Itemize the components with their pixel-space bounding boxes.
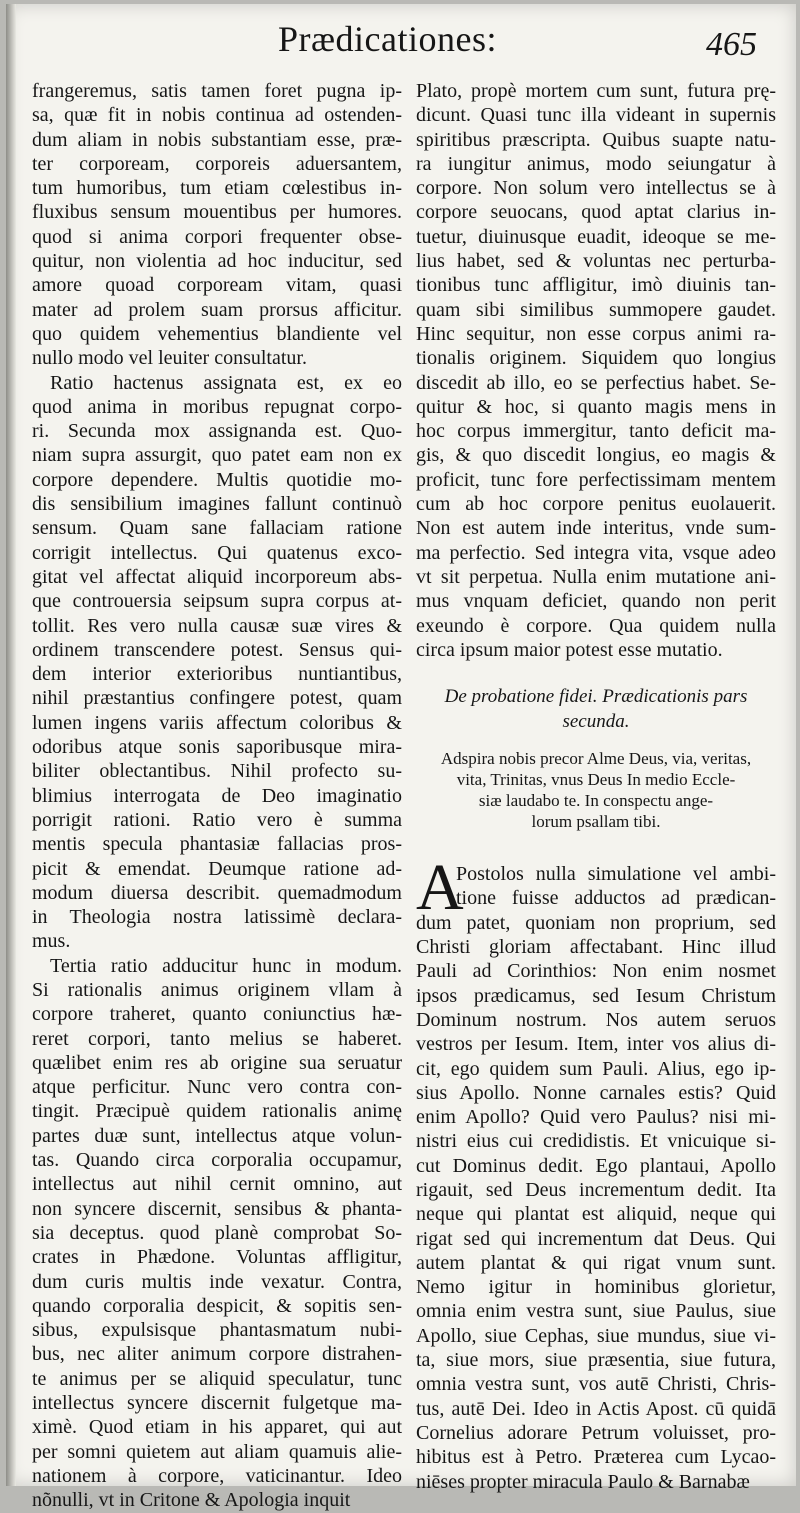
text-line: bus, nec aliter animum corpore distrahen-: [32, 1343, 402, 1366]
text-line: niam supra assurgit, quo patet eam non ex: [32, 444, 402, 467]
text-line: Cornelius adorare Petrum voluisset, pro-: [416, 1421, 776, 1444]
text-line: corpore. Non solum vero intellectus se à: [416, 177, 776, 200]
drop-cap-letter: A: [416, 851, 464, 925]
text-line: que controuersia seipsum supra corpus at-: [32, 590, 402, 613]
text-line: in Theologia nostra latissimè declara-: [32, 906, 402, 929]
text-line: biliter oblectantibus. Nihil profecto su-: [32, 760, 402, 783]
text-line: quitur & hoc, si quanto magis mens in: [416, 395, 776, 418]
text-line: Christi gloriam affectabant. Hinc illud: [416, 936, 776, 959]
text-line: per somni quietem aut aliam quamuis alie-: [32, 1440, 402, 1463]
text-line: mater ad prolem suam prorsus afficitur.: [32, 298, 402, 321]
text-line: ximè. Quod etiam in his apparet, qui aut: [32, 1416, 402, 1439]
text-line: ma perfectio. Sed integra vita, vsque adeo: [416, 541, 776, 564]
text-line: frangeremus, satis tamen foret pugna ip-: [32, 80, 402, 102]
text-line: Nemo igitur in hominibus glorietur,: [416, 1276, 776, 1299]
text-line: Si rationalis animus originem vllam à: [32, 978, 402, 1001]
text-line: ra iungitur animus, modo seiungatur à: [416, 152, 776, 175]
epigraph-line: lorum psallam tibi.: [531, 812, 661, 832]
text-line: Ratio hactenus assignata est, ex eo: [50, 371, 402, 394]
text-line: corpore seuocans, quod aptat clarius in-: [416, 201, 776, 224]
text-line: autem plantat & qui rigat vnum sunt.: [416, 1251, 776, 1274]
text-line: tus, autē Dei. Ideo in Actis Apost. cū quidā: [416, 1397, 776, 1420]
text-line: nullo modo vel leuiter consultatur.: [32, 347, 307, 370]
text-line: atque perficitur. Nunc vero contra con-: [32, 1076, 402, 1099]
epigraph: [424, 748, 768, 832]
text-line: corpore traheret, quanto coniunctius hæ-: [32, 1003, 402, 1026]
text-line: Pauli ad Corinthios: Non enim nosmet: [416, 960, 776, 983]
text-line: omnia vestra sunt, vos autē Christi, Chris-: [416, 1373, 776, 1396]
text-line: tuetur, diuinusque euadit, ideoque se me-: [416, 225, 776, 248]
text-line: dis sensibilium imagines fallunt continuò: [32, 493, 402, 516]
text-line: dem interior exterioribus nuntiantibus,: [32, 663, 402, 686]
text-line: Tertia ratio adducitur hunc in modum.: [50, 954, 402, 977]
text-line: non syncere discernit, sensibus & phanta-: [32, 1197, 402, 1220]
text-line: tione fuisse adductos ad prædican-: [456, 887, 776, 910]
page-number: 465: [706, 26, 757, 63]
text-line: ta, siue mors, siue præsentia, siue futura,: [416, 1349, 776, 1372]
text-line: tum humoribus, tum etiam cœlestibus in-: [32, 177, 402, 200]
text-line: amore quoad corpoream vitam, quasi: [32, 274, 402, 297]
text-line: modum diuersa describit. quemadmodum: [32, 881, 402, 904]
text-line: ordinem transcendere potest. Sensus qui-: [32, 638, 402, 661]
text-line: te animus per se aliquid speculatur, tunc: [32, 1367, 402, 1390]
text-line: ri. Secunda mox assignanda est. Quo-: [32, 420, 402, 443]
text-line: corpore dependere. Multis quotidie mo-: [32, 468, 402, 491]
left-text-column: [32, 79, 402, 1513]
text-line: gis, & quo discedit longius, eo magis &: [416, 444, 776, 467]
text-line: sensum. Quam sane fallaciam ratione: [32, 517, 402, 540]
text-line: corrigit intellectus. Qui quatenus exco-: [32, 541, 402, 564]
text-line: sius Apollo. Nonne carnales estis? Quid: [416, 1081, 776, 1104]
right-column-paragraph: [416, 79, 776, 662]
text-line: tas. Quando circa corporalia occupamur,: [32, 1149, 402, 1172]
text-line: nihil præstantius confingere potest, quam: [32, 687, 402, 710]
text-line: tionalis originem. Siquidem quo longius: [416, 347, 776, 370]
text-line: vt sit perpetua. Nulla enim mutatione ani-: [416, 565, 776, 588]
text-line: cut Dominus dedit. Ego plantaui, Apollo: [416, 1154, 776, 1177]
text-line: Dominum nostrum. Nos autem seruos: [416, 1008, 776, 1031]
right-text-column: [416, 79, 776, 1494]
text-line: quando corporalia despicit, & sopitis sen-: [32, 1294, 402, 1317]
text-line: quitur, non violentia ad hoc inducitur, sed: [32, 250, 402, 273]
text-line: dum aliam in nobis substantiam esse, præ-: [32, 128, 402, 151]
text-line: Apollo, siue Cephas, siue mundus, siue vi-: [416, 1324, 776, 1347]
text-line: nationem à corpore, vaticinantur. Ideo: [32, 1464, 402, 1487]
epigraph-line: Adspira nobis precor Alme Deus, via, veritas,: [440, 749, 752, 769]
right-column-body: [416, 911, 776, 1494]
text-line: sia deceptus. quod planè comprobat So-: [32, 1221, 402, 1244]
text-line: omnia enim vestra sunt, siue Paulus, siue: [416, 1300, 776, 1323]
text-line: Hinc sequitur, non esse corpus animi ra-: [416, 322, 776, 345]
text-line: mus.: [32, 930, 71, 953]
text-line: proficit, tunc fore perfectissimam mentem: [416, 468, 776, 491]
section-heading: [416, 684, 776, 734]
text-line: niēses propter miracula Paulo & Barnabæ: [416, 1470, 750, 1493]
text-line: circa ipsum maior potest esse mutatio.: [416, 638, 723, 661]
text-line: enim Apollo? Quid vero Paulus? nisi mi-: [416, 1106, 776, 1129]
text-line: lius habet, sed & voluntas nec perturba-: [416, 250, 776, 273]
text-line: tionibus tunc affligitur, imò diuinis tan-: [416, 274, 776, 297]
text-line: mentis specula phantasiæ fallacias pros-: [32, 833, 402, 856]
text-line: gitat vel affectat aliquid incorporeum abs-: [32, 565, 402, 588]
text-line: tollit. Res vero nulla causæ suæ vires &: [32, 614, 402, 637]
text-line: exeundo è corpore. Qua quidem nulla: [416, 614, 776, 637]
text-line: quod anima in moribus repugnat corpo-: [32, 395, 402, 418]
text-line: ipsos prædicamus, sed Iesum Christum: [416, 984, 776, 1007]
text-line: nistri eius cui credidistis. Et vnicuique si-: [416, 1130, 776, 1153]
text-line: Plato, propè mortem cum sunt, futura prę-: [416, 80, 776, 102]
text-line: Postolos nulla simulatione vel ambi-: [456, 863, 776, 886]
text-line: picit & emendat. Deumque ratione ad-: [32, 857, 402, 880]
text-line: quam sibi similibus summopere gaudet.: [416, 298, 776, 321]
text-line: Non est autem inde interitus, vnde sum-: [416, 517, 776, 540]
text-line: intellectus aut nihil cernit omnino, aut: [32, 1173, 402, 1196]
text-line: cit, ego quidem sum Pauli. Alius, ego ip-: [416, 1057, 776, 1080]
text-line: nõnulli, vt in Critone & Apologia inquit: [32, 1489, 351, 1512]
text-line: sa, quæ fit in nobis continua ad ostenden-: [32, 104, 402, 127]
text-line: blimius interrogata de Deo imaginatio: [32, 784, 402, 807]
dropcap-lines: [416, 862, 776, 911]
text-line: mus vnquam deficiet, quando non perit: [416, 590, 776, 613]
text-line: hoc corpus immergitur, tanto deficit ma-: [416, 420, 776, 443]
text-line: quod si anima corpori frequenter obse-: [32, 225, 402, 248]
text-line: hibitus est à Petro. Præterea cum Lycao-: [416, 1446, 776, 1469]
text-line: dum patet, quoniam non proprium, sed: [416, 911, 776, 934]
text-line: odoribus atque sonis saporibusque mira-: [32, 736, 402, 759]
text-line: neque qui plantat est aliquid, neque qui: [416, 1203, 776, 1226]
text-line: discedit ab illo, eo se perfectius habet. Se-: [416, 371, 776, 394]
text-line: sibus, expulsisque phantasmatum nubi-: [32, 1319, 402, 1342]
text-line: reret corpori, tanto melius se haberet.: [32, 1027, 402, 1050]
page-gutter-shadow: [6, 4, 16, 1486]
heading-line: De probatione fidei. Prædicationis pars: [444, 686, 748, 708]
text-line: quo quidem vehementius blandiente vel: [32, 322, 402, 345]
heading-line: secunda.: [562, 711, 630, 733]
text-line: cum ab hoc corpore penitus euolauerit.: [416, 493, 776, 516]
text-line: intellectus syncere discernit fulgetque ma-: [32, 1392, 402, 1415]
running-title: Prædicationes:: [278, 19, 497, 59]
text-line: crates in Phædone. Voluntas affligitur,: [32, 1246, 402, 1269]
text-line: vestros per Iesum. Item, inter vos alius di-: [416, 1033, 776, 1056]
text-line: rigauit, sed Deus incrementum dedit. Ita: [416, 1178, 776, 1201]
text-line: tingit. Præcipuè quidem rationalis animę: [32, 1100, 402, 1123]
text-line: rigat sed qui incrementum dat Deus. Qui: [416, 1227, 776, 1250]
text-line: dum curis multis inde vexatur. Contra,: [32, 1270, 402, 1293]
text-line: porrigit rationi. Ratio vero è summa: [32, 808, 402, 831]
text-line: spiritibus præscripta. Quibus suapte natu-: [416, 128, 776, 151]
epigraph-line: vita, Trinitas, vnus Deus In medio Eccle-: [456, 770, 736, 790]
book-page: [6, 4, 796, 1512]
text-line: fluxibus sensum mouentibus per humores.: [32, 201, 402, 224]
epigraph-line: siæ laudabo te. In conspectu ange-: [478, 791, 714, 811]
text-line: dicunt. Quasi tunc illa videant in supernis: [416, 104, 776, 127]
text-line: quælibet enim res ab origine sua seruatur: [32, 1051, 402, 1074]
text-line: partes duæ sunt, intellectus atque volun-: [32, 1124, 402, 1147]
text-line: lumen ingens variis affectum coloribus &: [32, 711, 402, 734]
text-line: ter corpoream, corporeis aduersantem,: [32, 152, 402, 175]
